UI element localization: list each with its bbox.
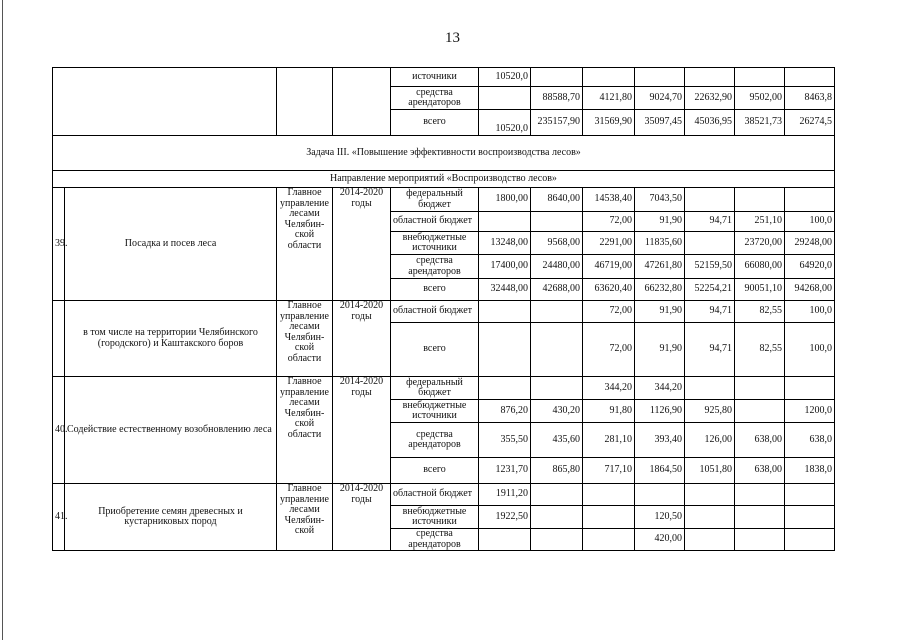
value-cell — [735, 377, 785, 400]
table-row — [53, 301, 835, 323]
table-row — [53, 377, 835, 400]
value-cell: 82,55 — [735, 301, 785, 323]
item-number — [53, 301, 65, 377]
value-cell: 7043,50 — [635, 188, 685, 212]
value-cell: 8640,00 — [531, 188, 583, 212]
value-cell — [531, 377, 583, 400]
value-cell — [785, 484, 835, 506]
value-cell: 1126,90 — [635, 400, 685, 423]
item-number: 40. — [53, 377, 65, 484]
value-cell: 38521,73 — [735, 110, 785, 136]
value-cell: 94268,00 — [785, 279, 835, 301]
value-cell: 100,0 — [785, 212, 835, 232]
value-cell: 14538,40 — [583, 188, 635, 212]
funding-source: всего — [391, 110, 479, 136]
value-cell: 925,80 — [685, 400, 735, 423]
value-cell — [479, 212, 531, 232]
value-cell: 100,0 — [785, 301, 835, 323]
value-cell: 393,40 — [635, 423, 685, 458]
value-cell: 1911,20 — [479, 484, 531, 506]
value-cell — [685, 506, 735, 529]
funding-source: областной бюджет — [391, 484, 479, 506]
value-cell: 9568,00 — [531, 232, 583, 255]
value-cell: 91,80 — [583, 400, 635, 423]
value-cell: 72,00 — [583, 301, 635, 323]
value-cell: 638,00 — [735, 458, 785, 484]
value-cell: 13248,00 — [479, 232, 531, 255]
value-cell: 126,00 — [685, 423, 735, 458]
value-cell: 22632,90 — [685, 87, 735, 110]
funding-source: всего — [391, 279, 479, 301]
value-cell — [479, 377, 531, 400]
value-cell — [785, 506, 835, 529]
value-cell — [735, 484, 785, 506]
measure-name: Посадка и посев леса — [65, 188, 277, 301]
task-heading-row — [53, 136, 835, 171]
value-cell — [583, 506, 635, 529]
measures-table — [52, 67, 835, 551]
table-row — [53, 68, 835, 87]
value-cell: 876,20 — [479, 400, 531, 423]
value-cell: 435,60 — [531, 423, 583, 458]
value-cell: 63620,40 — [583, 279, 635, 301]
value-cell — [635, 68, 685, 87]
continued-name-cell — [53, 68, 277, 136]
value-cell — [635, 484, 685, 506]
measure-name: Содействие естественному возобновлению леса — [65, 377, 277, 484]
value-cell — [735, 400, 785, 423]
table-row — [53, 188, 835, 212]
executor: Главное управление лесами Челябин- ской — [277, 484, 333, 551]
continued-period-cell — [333, 68, 391, 136]
funding-source: внебюджетные источники — [391, 232, 479, 255]
value-cell: 235157,90 — [531, 110, 583, 136]
value-cell: 47261,80 — [635, 255, 685, 279]
value-cell: 1231,70 — [479, 458, 531, 484]
value-cell: 91,90 — [635, 301, 685, 323]
funding-source: источники — [391, 68, 479, 87]
funding-source: средства арендаторов — [391, 87, 479, 110]
task-heading: Задача III. «Повышение эффективности воспроизводства лесов» — [53, 136, 835, 171]
value-cell — [479, 87, 531, 110]
value-cell: 45036,95 — [685, 110, 735, 136]
value-cell: 10520,0 — [479, 110, 531, 136]
value-cell — [685, 68, 735, 87]
value-cell: 94,71 — [685, 323, 735, 377]
value-cell: 638,0 — [785, 423, 835, 458]
value-cell — [785, 377, 835, 400]
period: 2014-2020 годы — [333, 301, 391, 377]
value-cell: 1800,00 — [479, 188, 531, 212]
measure-name: в том числе на территории Челябинского (городского) и Каштакского боров — [65, 301, 277, 377]
value-cell: 638,00 — [735, 423, 785, 458]
value-cell: 8463,8 — [785, 87, 835, 110]
value-cell: 88588,70 — [531, 87, 583, 110]
value-cell — [685, 232, 735, 255]
value-cell: 1838,0 — [785, 458, 835, 484]
value-cell: 11835,60 — [635, 232, 685, 255]
value-cell — [479, 529, 531, 551]
value-cell: 72,00 — [583, 323, 635, 377]
funding-source: внебюджетные источники — [391, 506, 479, 529]
value-cell: 865,80 — [531, 458, 583, 484]
value-cell: 64920,0 — [785, 255, 835, 279]
value-cell — [531, 301, 583, 323]
value-cell — [735, 188, 785, 212]
value-cell: 281,10 — [583, 423, 635, 458]
period: 2014-2020 годы — [333, 188, 391, 301]
value-cell: 23720,00 — [735, 232, 785, 255]
funding-source: средства арендаторов — [391, 529, 479, 551]
value-cell: 90051,10 — [735, 279, 785, 301]
value-cell: 717,10 — [583, 458, 635, 484]
executor: Главное управление лесами Челябин- ской области — [277, 301, 333, 377]
value-cell: 32448,00 — [479, 279, 531, 301]
value-cell: 2291,00 — [583, 232, 635, 255]
executor: Главное управление лесами Челябин- ской области — [277, 188, 333, 301]
value-cell: 29248,00 — [785, 232, 835, 255]
value-cell: 355,50 — [479, 423, 531, 458]
funding-source: областной бюджет — [391, 212, 479, 232]
executor: Главное управление лесами Челябин- ской области — [277, 377, 333, 484]
value-cell: 1922,50 — [479, 506, 531, 529]
value-cell: 4121,80 — [583, 87, 635, 110]
period: 2014-2020 годы — [333, 484, 391, 551]
value-cell: 344,20 — [583, 377, 635, 400]
period: 2014-2020 годы — [333, 377, 391, 484]
value-cell — [583, 68, 635, 87]
value-cell: 91,90 — [635, 323, 685, 377]
continued-executor-cell — [277, 68, 333, 136]
item-number: 39. — [53, 188, 65, 301]
funding-source: внебюджетные источники — [391, 400, 479, 423]
direction-heading-row — [53, 171, 835, 188]
value-cell: 17400,00 — [479, 255, 531, 279]
value-cell: 1864,50 — [635, 458, 685, 484]
value-cell: 420,00 — [635, 529, 685, 551]
value-cell — [531, 484, 583, 506]
value-cell — [583, 484, 635, 506]
value-cell — [685, 529, 735, 551]
value-cell: 1051,80 — [685, 458, 735, 484]
value-cell: 91,90 — [635, 212, 685, 232]
value-cell: 35097,45 — [635, 110, 685, 136]
value-cell — [583, 529, 635, 551]
value-cell — [735, 529, 785, 551]
funding-source: федеральный бюджет — [391, 377, 479, 400]
value-cell — [685, 188, 735, 212]
value-cell: 66232,80 — [635, 279, 685, 301]
value-cell: 52159,50 — [685, 255, 735, 279]
value-cell — [531, 323, 583, 377]
value-cell: 9502,00 — [735, 87, 785, 110]
value-cell — [785, 68, 835, 87]
value-cell: 120,50 — [635, 506, 685, 529]
value-cell: 72,00 — [583, 212, 635, 232]
value-cell — [735, 506, 785, 529]
item-number: 41. — [53, 484, 65, 551]
direction-heading: Направление мероприятий «Воспроизводство лесов» — [53, 171, 835, 188]
value-cell: 344,20 — [635, 377, 685, 400]
value-cell: 82,55 — [735, 323, 785, 377]
scan-edge-line — [2, 0, 3, 640]
value-cell — [685, 377, 735, 400]
value-cell: 430,20 — [531, 400, 583, 423]
funding-source: средства арендаторов — [391, 255, 479, 279]
value-cell: 31569,90 — [583, 110, 635, 136]
value-cell — [531, 212, 583, 232]
funding-source: всего — [391, 323, 479, 377]
value-cell: 24480,00 — [531, 255, 583, 279]
value-cell: 10520,0 — [479, 68, 531, 87]
value-cell: 1200,0 — [785, 400, 835, 423]
measure-name: Приобретение семян древесных и кустарниковых пород — [65, 484, 277, 551]
page-number: 13 — [445, 30, 460, 46]
value-cell — [531, 529, 583, 551]
table-row — [53, 484, 835, 506]
value-cell — [479, 301, 531, 323]
value-cell: 94,71 — [685, 301, 735, 323]
value-cell: 26274,5 — [785, 110, 835, 136]
value-cell — [785, 529, 835, 551]
value-cell: 94,71 — [685, 212, 735, 232]
value-cell: 52254,21 — [685, 279, 735, 301]
funding-source: областной бюджет — [391, 301, 479, 323]
funding-source: федеральный бюджет — [391, 188, 479, 212]
value-cell — [685, 484, 735, 506]
value-cell — [531, 68, 583, 87]
value-cell — [735, 68, 785, 87]
value-cell: 251,10 — [735, 212, 785, 232]
value-cell: 66080,00 — [735, 255, 785, 279]
funding-source: всего — [391, 458, 479, 484]
funding-source: средства арендаторов — [391, 423, 479, 458]
value-cell: 42688,00 — [531, 279, 583, 301]
value-cell: 9024,70 — [635, 87, 685, 110]
value-cell — [479, 323, 531, 377]
value-cell: 46719,00 — [583, 255, 635, 279]
value-cell: 100,0 — [785, 323, 835, 377]
value-cell — [785, 188, 835, 212]
value-cell — [531, 506, 583, 529]
